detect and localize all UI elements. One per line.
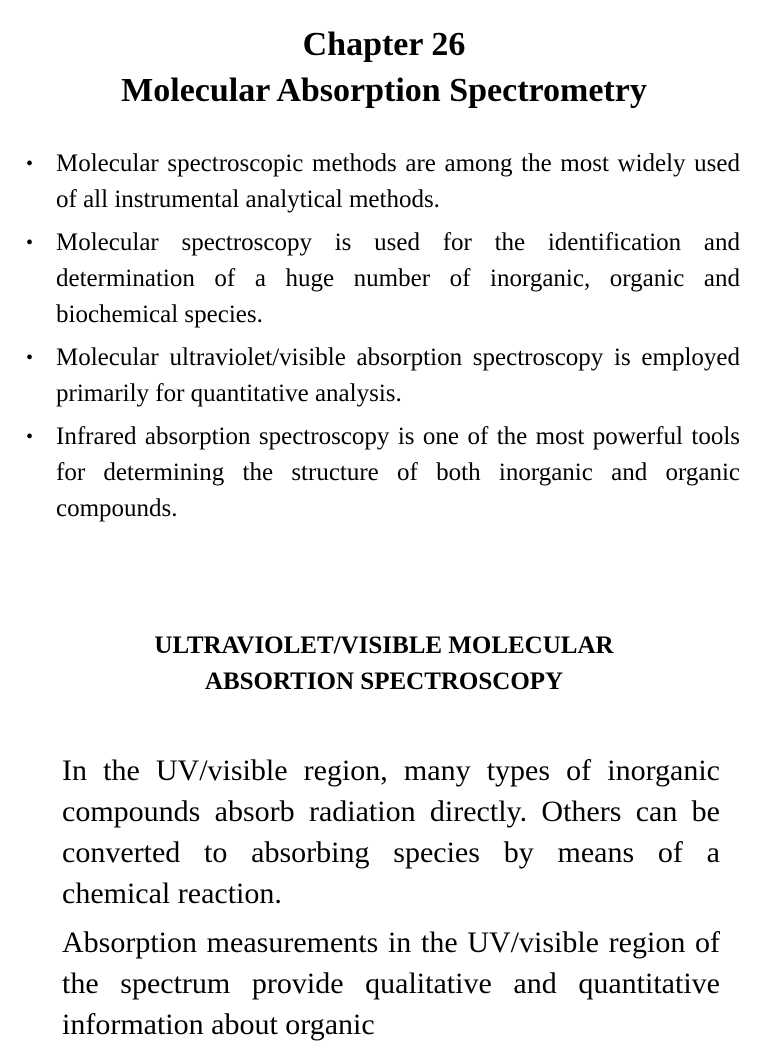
section-heading-line: ULTRAVIOLET/VISIBLE MOLECULAR	[154, 632, 614, 659]
section-heading	[0, 628, 768, 700]
list-item	[24, 225, 740, 333]
body-text	[62, 750, 720, 1053]
bullet-list	[24, 146, 740, 534]
list-item	[24, 419, 740, 527]
bullet-dot-icon: •	[26, 347, 34, 369]
chapter-title: Molecular Absorption Spectrometry	[121, 72, 647, 109]
bullet-text: Molecular ultraviolet/visible absorption spectroscopy is employed primarily for quantitative analysis.	[56, 344, 740, 407]
paragraph: In the UV/visible region, many types of inorganic compounds absorb radiation directly. Others can be converted to absorbing species by means of a chemical reaction.	[62, 754, 720, 910]
bullet-text: Molecular spectroscopy is used for the identification and determination of a huge number of inorganic, organic and biochemical species.	[56, 229, 740, 328]
bullet-dot-icon: •	[26, 232, 34, 254]
bullet-text: Molecular spectroscopic methods are among the most widely used of all instrumental analytical methods.	[56, 150, 740, 213]
bullet-dot-icon: •	[26, 153, 34, 175]
page-title	[0, 22, 768, 114]
paragraph: Absorption measurements in the UV/visible region of the spectrum provide qualitative and quantitative information about organic	[62, 926, 720, 1041]
list-item	[24, 340, 740, 412]
section-heading-line: ABSORTION SPECTROSCOPY	[204, 668, 564, 695]
bullet-text: Infrared absorption spectroscopy is one of the most powerful tools for determining the structure of both inorganic and organic compounds.	[56, 423, 740, 522]
bullet-dot-icon: •	[26, 426, 34, 448]
chapter-number: Chapter 26	[302, 26, 466, 63]
list-item	[24, 146, 740, 218]
